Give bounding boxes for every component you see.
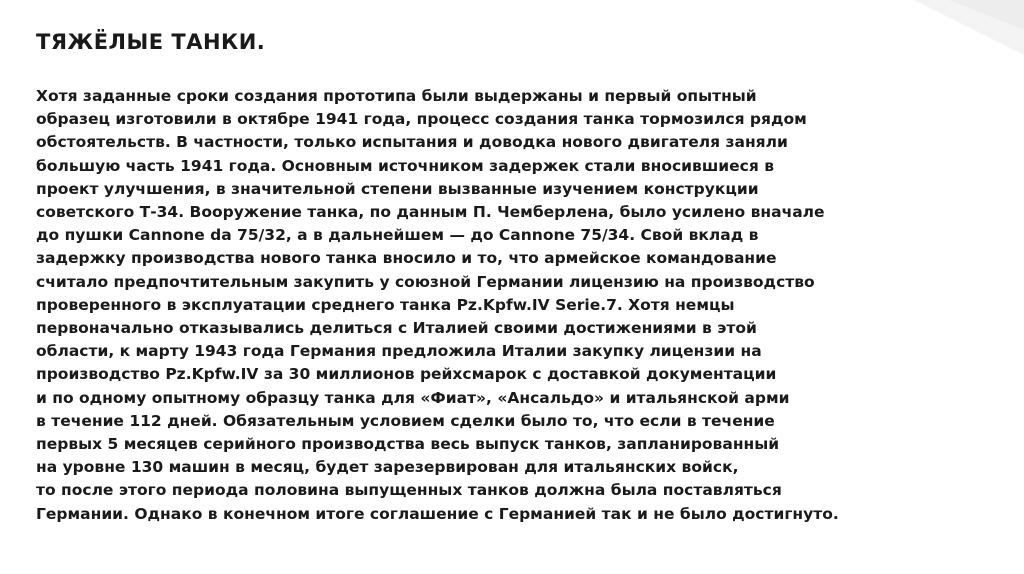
body-text-line: проверенного в эксплуатации среднего танка Pz.Kpfw.IV Serie.7. Хотя немцы (36, 295, 735, 314)
body-text-line: то после этого периода половина выпущенных танков должна была поставляться (36, 481, 782, 500)
body-text-line: проект улучшения, в значительной степени вызванные изучением конструкции (36, 179, 759, 198)
body-text-line: области, к марту 1943 года Германия предложила Италии закупку лицензии на (36, 342, 762, 361)
body-text-line: в течение 112 дней. Обязательным условием сделки было то, что если в течение (36, 411, 775, 430)
body-text-line: образец изготовили в октябре 1941 года, процесс создания танка тормозился рядом (36, 110, 807, 129)
body-text-line: считало предпочтительным закупить у союзной Германии лицензию на производство (36, 272, 815, 291)
body-text-line: первых 5 месяцев серийного производства весь выпуск танков, запланированный (36, 435, 780, 454)
body-text-line: первоначально отказывались делиться с Италией своими достижениями в этой (36, 319, 757, 338)
body-text-line: обстоятельств. В частности, только испытания и доводка нового двигателя заняли (36, 133, 788, 152)
body-text-line: до пушки Cannone da 75/32, а в дальнейшем — до Cannone 75/34. Свой вклад в (36, 226, 759, 245)
body-text-line: производство Pz.Kpfw.IV за 30 миллионов рейхсмарок с доставкой документации (36, 365, 777, 384)
body-text (36, 85, 1016, 526)
slide-title: ТЯЖЁЛЫЕ ТАНКИ. (36, 30, 266, 54)
body-text-line: Германии. Однако в конечном итоге соглашение с Германией так и не было достигнуто. (36, 504, 839, 523)
body-text-line: большую часть 1941 года. Основным источником задержек стали вносившиеся в (36, 156, 775, 175)
body-text-line: и по одному опытному образцу танка для «Фиат», «Ансальдо» и итальянской арми (36, 388, 790, 407)
body-text-line: Хотя заданные сроки создания прототипа были выдержаны и первый опытный (36, 87, 757, 105)
body-text-line: задержку производства нового танка вносило и то, что армейское командование (36, 249, 777, 268)
body-text-line: на уровне 130 машин в месяц, будет зарезервирован для итальянских войск, (36, 458, 739, 477)
body-text-line: советского Т-34. Вооружение танка, по данным П. Чемберлена, было усилено вначале (36, 203, 825, 222)
corner-decoration (854, 0, 1024, 80)
